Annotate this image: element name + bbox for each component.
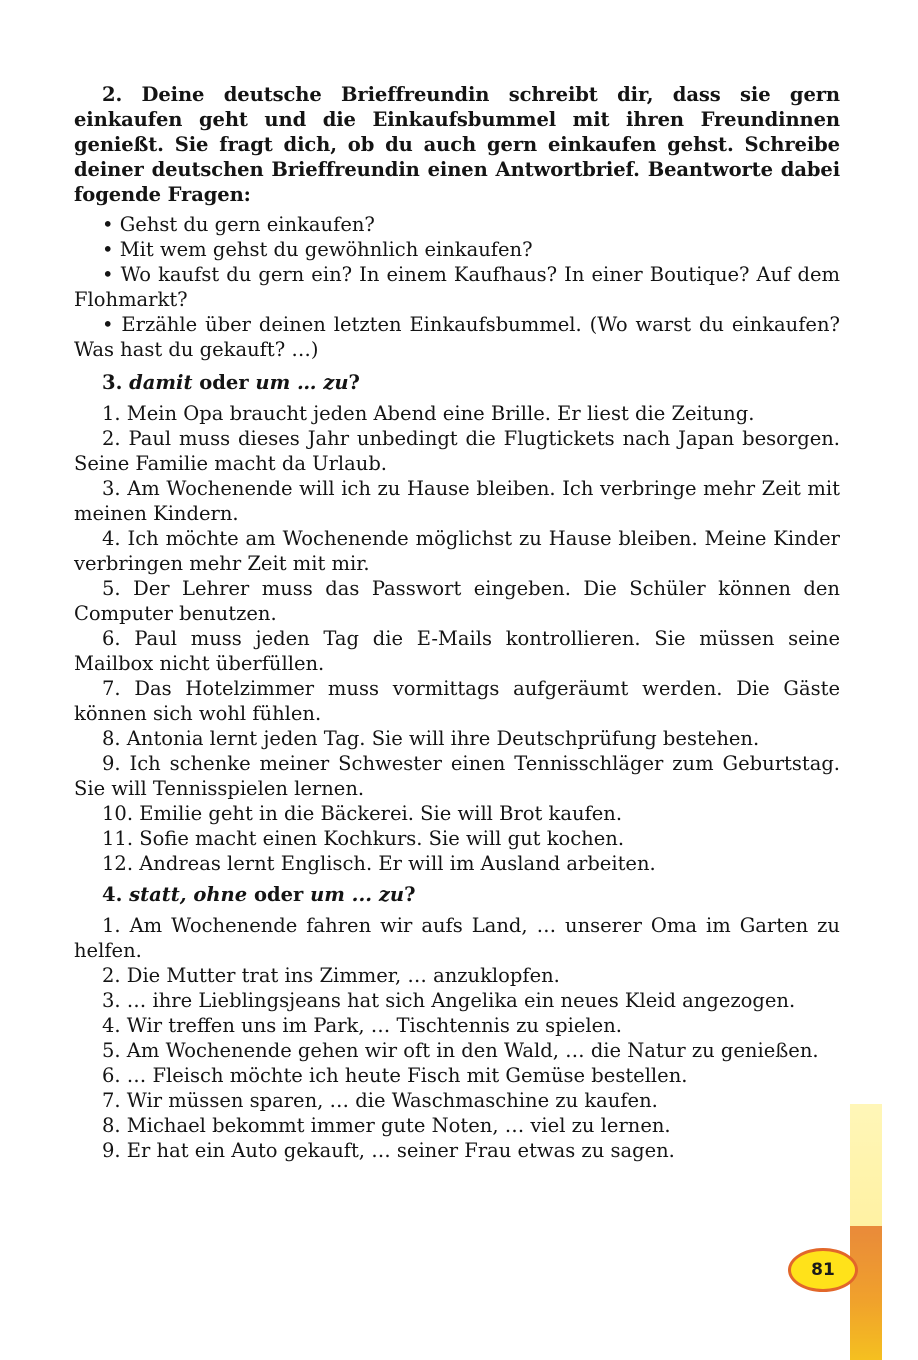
- exercise-item: 12. Andreas lernt Englisch. Er will im Ausland arbeiten.: [102, 852, 656, 875]
- exercise-item: 3. … ihre Lieblingsjeans hat sich Angelika ein neues Kleid angezogen.: [102, 989, 796, 1012]
- task-3-end: ?: [348, 371, 360, 394]
- exercise-item: 5. Der Lehrer muss das Passwort eingeben. Die Schüler können den Computer benutzen.: [74, 577, 840, 625]
- exercise-item: 3. Am Wochenende will ich zu Hause bleiben. Ich verbringe mehr Zeit mit meinen Kindern.: [74, 477, 840, 525]
- exercise-item: 8. Michael bekommt immer gute Noten, … viel zu lernen.: [102, 1114, 671, 1137]
- task-4-exercises: [74, 913, 840, 1163]
- textbook-page: [74, 82, 840, 1169]
- exercise-item: 4. Ich möchte am Wochenende möglichst zu Hause bleiben. Meine Kinder verbringen mehr Zeit mit mir.: [74, 527, 840, 575]
- task-3-heading: [74, 370, 840, 395]
- task-4-end: ?: [404, 883, 416, 906]
- exercise-item: 4. Wir treffen uns im Park, … Tischtennis zu spielen.: [102, 1014, 622, 1037]
- exercise-item: 11. Sofie macht einen Kochkurs. Sie will gut kochen.: [102, 827, 625, 850]
- task-4-number: 4.: [102, 883, 123, 906]
- task-3-exercises: [74, 401, 840, 876]
- exercise-item: 1. Mein Opa braucht jeden Abend eine Brille. Er liest die Zeitung.: [102, 402, 755, 425]
- exercise-item: 10. Emilie geht in die Bäckerei. Sie will Brot kaufen.: [102, 802, 623, 825]
- exercise-item: 9. Er hat ein Auto gekauft, … seiner Frau etwas zu sagen.: [102, 1139, 675, 1162]
- task-3-connector: oder: [199, 371, 249, 394]
- page-number-badge: [788, 1248, 858, 1292]
- question-item: • Mit wem gehst du gewöhnlich einkaufen?: [74, 237, 840, 262]
- task-4-word2: um ... zu: [310, 883, 405, 906]
- exercise-item: 1. Am Wochenende fahren wir aufs Land, … unserer Oma im Garten zu helfen.: [74, 914, 840, 962]
- task-2-questions: [74, 212, 840, 362]
- exercise-item: 5. Am Wochenende gehen wir oft in den Wald, … die Natur zu genießen.: [102, 1039, 819, 1062]
- exercise-item: 7. Wir müssen sparen, … die Waschmaschine zu kaufen.: [102, 1089, 658, 1112]
- question-item: • Gehst du gern einkaufen?: [74, 212, 840, 237]
- exercise-item: 2. Paul muss dieses Jahr unbedingt die Flugtickets nach Japan besorgen. Seine Familie macht da Urlaub.: [74, 427, 840, 475]
- task-4-word1: statt, ohne: [129, 883, 248, 906]
- task-3-word1: damit: [129, 371, 193, 394]
- exercise-item: 8. Antonia lernt jeden Tag. Sie will ihre Deutschprüfung bestehen.: [102, 727, 760, 750]
- question-item: • Erzähle über deinen letzten Einkaufsbummel. (Wo warst du einkaufen? Was hast du gekauft? …): [74, 312, 840, 362]
- task-2-instructions: 2. Deine deutsche Brieffreundin schreibt dir, dass sie gern einkaufen geht und die Einkaufsbummel mit ihren Freundinnen genießt. Sie fragt dich, ob du auch gern einkaufen gehst. Schreibe deiner deutschen Brieffreundin einen Antwortbrief. Beantworte dabei fogende Fragen:: [74, 83, 840, 206]
- task-4-connector: oder: [253, 883, 304, 906]
- question-item: • Wo kaufst du gern ein? In einem Kaufhaus? In einer Boutique? Auf dem Flohmarkt?: [74, 262, 840, 312]
- exercise-item: 9. Ich schenke meiner Schwester einen Tennisschläger zum Geburtstag. Sie will Tennisspielen lernen.: [74, 752, 840, 800]
- task-4-heading: [74, 882, 840, 907]
- page-number: 81: [811, 1260, 835, 1280]
- exercise-item: 6. Paul muss jeden Tag die E-Mails kontrollieren. Sie müssen seine Mailbox nicht überfüllen.: [74, 627, 840, 675]
- decorative-side-strip-accent: [850, 1226, 882, 1360]
- task-3-number: 3.: [102, 371, 123, 394]
- exercise-item: 6. … Fleisch möchte ich heute Fisch mit Gemüse bestellen.: [102, 1064, 688, 1087]
- task-3-word2: um … zu: [255, 371, 349, 394]
- exercise-item: 7. Das Hotelzimmer muss vormittags aufgeräumt werden. Die Gäste können sich wohl fühlen.: [74, 677, 840, 725]
- exercise-item: 2. Die Mutter trat ins Zimmer, … anzuklopfen.: [102, 964, 560, 987]
